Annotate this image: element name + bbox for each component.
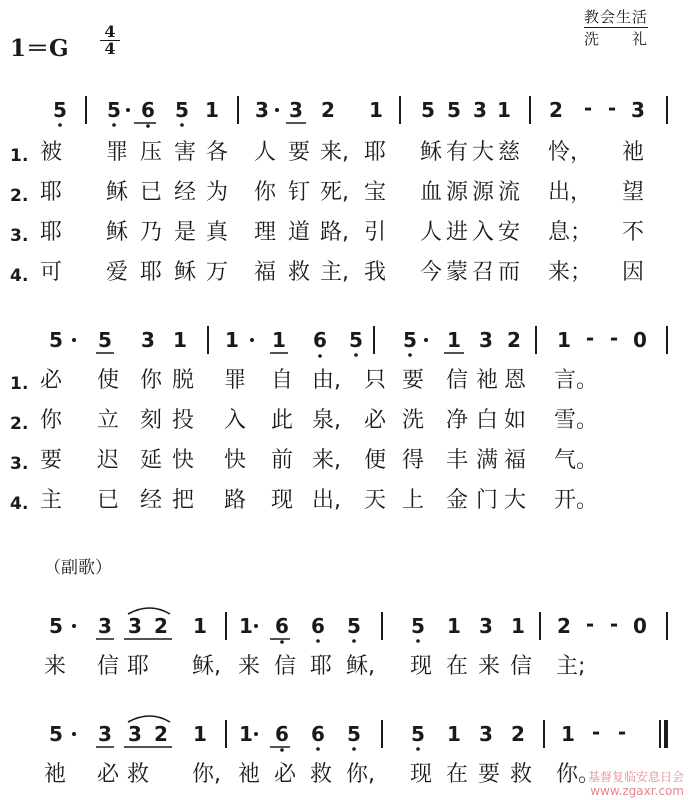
lyric-syllable: 大 [472, 140, 495, 165]
lyric-syllable: 天 [364, 488, 387, 513]
lyric-syllable: 进 [446, 220, 469, 245]
note: 6 [311, 614, 325, 638]
note: 0 [633, 614, 647, 638]
watermark-line-2: www.zgaxr.com [590, 784, 684, 798]
lyric-syllable: 现 [410, 654, 433, 679]
note: 5 [421, 98, 435, 122]
lyric-syllable: 死, [320, 180, 349, 205]
verse-1-row [0, 140, 690, 170]
lyric-syllable: 为 [206, 180, 229, 205]
note: 3 [128, 614, 142, 638]
lyric-syllable: 耶 [127, 654, 150, 679]
lyric-syllable: 由, [312, 368, 341, 393]
lyric-syllable: 必 [364, 408, 387, 433]
note: 5 [347, 614, 361, 638]
lyric-syllable: 稣 [420, 140, 443, 165]
lyric-syllable: 耶 [40, 220, 63, 245]
note: 1 [239, 722, 253, 746]
note: 3 [255, 98, 269, 122]
lyric-syllable: 现 [410, 762, 433, 787]
verse-number-dot: . [22, 454, 29, 474]
lyric-syllable: 救 [310, 762, 333, 787]
lyric-syllable: 快 [172, 448, 195, 473]
lyric-syllable: 只 [364, 368, 387, 393]
verse-number: 2 [10, 414, 22, 434]
lyric-syllable: 来, [312, 448, 341, 473]
time-denominator: 4 [100, 40, 120, 57]
lyric-syllable: 万 [206, 260, 229, 285]
dash: - [591, 720, 601, 744]
dash: - [609, 612, 619, 636]
dash: - [585, 612, 595, 636]
lyric-syllable: 耶 [364, 140, 387, 165]
lyric-syllable: 钉 [288, 180, 311, 205]
verse-number-dot: . [22, 186, 29, 206]
lyric-syllable: 有 [446, 140, 469, 165]
lyric-syllable: 救 [127, 762, 150, 787]
lyric-syllable: 满 [476, 448, 499, 473]
lyric-syllable: 在 [446, 654, 469, 679]
lyric-syllable: 得 [402, 448, 425, 473]
lyric-syllable: 你, [346, 762, 375, 787]
lyric-syllable: 把 [172, 488, 195, 513]
lyric-syllable: 引 [364, 220, 387, 245]
note: 3 [479, 614, 493, 638]
lyric-syllable: 来, [320, 140, 349, 165]
lyric-syllable: 蒙 [446, 260, 469, 285]
lyric-syllable: 出， [548, 180, 593, 205]
lyric-syllable: 刻 [140, 408, 163, 433]
note: 0 [633, 328, 647, 352]
lyric-syllable: 人 [420, 220, 443, 245]
lyric-syllable: 源 [446, 180, 469, 205]
note: 1 [272, 328, 286, 352]
time-signature [100, 24, 120, 57]
verse-number: 4 [10, 494, 22, 514]
note: 1 [369, 98, 383, 122]
note: 5 [403, 328, 417, 352]
lyric-syllable: 福 [504, 448, 527, 473]
lyric-syllable: 不 [622, 220, 645, 245]
lyric-syllable: 大 [504, 488, 527, 513]
lyric-syllable: 今 [420, 260, 443, 285]
lyric-syllable: 主 [40, 488, 63, 513]
note: 5 [49, 722, 63, 746]
verse-4-row [0, 488, 690, 518]
verse-number-dot: . [22, 266, 29, 286]
staff-system-2 [0, 322, 690, 362]
note: 1 [557, 328, 571, 352]
verse-number: 1 [10, 146, 22, 166]
note: 5 [49, 328, 63, 352]
lyric-syllable: 是 [174, 220, 197, 245]
lyric-syllable: 你 [254, 180, 277, 205]
lyric-syllable: 必 [97, 762, 120, 787]
lyric-syllable: 净 [446, 408, 469, 433]
chorus-lyrics-1 [0, 654, 690, 684]
note: 2 [321, 98, 335, 122]
lyric-syllable: 现 [271, 488, 294, 513]
note: 2 [511, 722, 525, 746]
dash: - [609, 326, 619, 350]
note: 1 [239, 614, 253, 638]
lyric-syllable: 入 [224, 408, 247, 433]
lyric-syllable: 快 [224, 448, 247, 473]
lyric-syllable: 使 [97, 368, 120, 393]
note: 1 [205, 98, 219, 122]
verse-3-row [0, 220, 690, 250]
lyric-syllable: 立 [97, 408, 120, 433]
lyric-syllable: 此 [271, 408, 294, 433]
lyric-syllable: 你 [140, 368, 163, 393]
lyric-syllable: 出, [312, 488, 341, 513]
lyric-syllable: 白 [476, 408, 499, 433]
lyric-syllable: 耶 [310, 654, 333, 679]
lyric-syllable: 前 [271, 448, 294, 473]
lyric-syllable: 气。 [554, 448, 599, 473]
lyric-syllable: 脱 [172, 368, 195, 393]
lyric-syllable: 理 [254, 220, 277, 245]
lyric-syllable: 来 [478, 654, 501, 679]
verse-number-dot: . [22, 374, 29, 394]
lyric-syllable: 可 [40, 260, 63, 285]
lyric-syllable: 望 [622, 180, 645, 205]
note: 5 [411, 722, 425, 746]
verse-number-dot: . [22, 494, 29, 514]
lyric-syllable: 要 [40, 448, 63, 473]
note: 3 [98, 614, 112, 638]
lyric-syllable: 我 [364, 260, 387, 285]
lyric-syllable: 开。 [554, 488, 599, 513]
lyric-syllable: 而 [498, 260, 521, 285]
lyric-syllable: 安 [498, 220, 521, 245]
lyric-syllable: 言。 [554, 368, 599, 393]
lyric-syllable: 爱 [106, 260, 129, 285]
verse-1-row [0, 368, 690, 398]
lyric-syllable: 救 [288, 260, 311, 285]
lyric-syllable: 如 [504, 408, 527, 433]
lyric-syllable: 被 [40, 140, 63, 165]
note: 3 [473, 98, 487, 122]
verse-2-row [0, 180, 690, 210]
note: 3 [289, 98, 303, 122]
note: 1 [173, 328, 187, 352]
note: 1 [447, 328, 461, 352]
lyric-syllable: 自 [271, 368, 294, 393]
lyric-syllable: 罪 [224, 368, 247, 393]
note: 2 [549, 98, 563, 122]
lyric-syllable: 来； [548, 260, 593, 285]
note: 2 [154, 614, 168, 638]
category-label: 教会生活 [584, 8, 649, 26]
note: 2 [507, 328, 521, 352]
lyric-syllable: 信 [97, 654, 120, 679]
note: 1 [447, 614, 461, 638]
lyric-syllable: 耶 [140, 260, 163, 285]
watermark-line-1: 基督复临安息日会 [587, 770, 684, 784]
lyric-syllable: 稣 [106, 220, 129, 245]
lyric-syllable: 主; [556, 654, 586, 679]
lyric-syllable: 稣, [192, 654, 221, 679]
note: 2 [154, 722, 168, 746]
lyric-syllable: 来 [44, 654, 67, 679]
lyric-syllable: 乃 [140, 220, 163, 245]
lyric-syllable: 门 [476, 488, 499, 513]
lyric-syllable: 信 [510, 654, 533, 679]
note: 3 [98, 722, 112, 746]
lyric-syllable: 因 [622, 260, 645, 285]
note: 5 [53, 98, 67, 122]
verse-3-row [0, 448, 690, 478]
lyric-syllable: 真 [206, 220, 229, 245]
watermark [588, 770, 684, 798]
lyric-syllable: 经 [174, 180, 197, 205]
lyric-syllable: 便 [364, 448, 387, 473]
note: 1 [497, 98, 511, 122]
song-title: 洗 礼 [584, 30, 649, 48]
note: 1 [447, 722, 461, 746]
note: 1 [225, 328, 239, 352]
lyric-syllable: 入 [472, 220, 495, 245]
dash: - [583, 96, 593, 120]
note: 5 [175, 98, 189, 122]
verse-number: 1 [10, 374, 22, 394]
lyric-syllable: 害 [174, 140, 197, 165]
chorus-label: （副歌） [44, 558, 112, 578]
lyric-syllable: 源 [472, 180, 495, 205]
lyric-syllable: 主, [320, 260, 349, 285]
lyric-syllable: 罪 [106, 140, 129, 165]
lyric-syllable: 你。 [556, 762, 601, 787]
verse-number: 3 [10, 226, 22, 246]
verse-number-dot: . [22, 226, 29, 246]
note: 5 [98, 328, 112, 352]
lyric-syllable: 各 [206, 140, 229, 165]
lyric-syllable: 耶 [40, 180, 63, 205]
lyric-syllable: 路 [224, 488, 247, 513]
lyric-syllable: 福 [254, 260, 277, 285]
lyric-syllable: 金 [446, 488, 469, 513]
lyric-syllable: 你, [192, 762, 221, 787]
lyric-syllable: 召 [472, 260, 495, 285]
lyric-syllable: 经 [140, 488, 163, 513]
lyric-syllable: 要 [402, 368, 425, 393]
dash: - [585, 326, 595, 350]
lyric-syllable: 你 [40, 408, 63, 433]
lyric-syllable: 信 [274, 654, 297, 679]
lyric-syllable: 洗 [402, 408, 425, 433]
note: 1 [511, 614, 525, 638]
time-numerator: 4 [104, 22, 116, 41]
dash: - [607, 96, 617, 120]
lyric-syllable: 必 [274, 762, 297, 787]
note: 6 [311, 722, 325, 746]
verse-number: 2 [10, 186, 22, 206]
lyric-syllable: 宝 [364, 180, 387, 205]
lyric-syllable: 祂 [476, 368, 499, 393]
note: 5 [411, 614, 425, 638]
note: 5 [49, 614, 63, 638]
lyric-syllable: 稣, [346, 654, 375, 679]
note: 1 [193, 614, 207, 638]
lyric-syllable: 已 [97, 488, 120, 513]
verse-number-dot: . [22, 146, 29, 166]
lyric-syllable: 慈 [498, 140, 521, 165]
lyric-syllable: 人 [254, 140, 277, 165]
note: 5 [447, 98, 461, 122]
lyric-syllable: 信 [446, 368, 469, 393]
lyric-syllable: 泉, [312, 408, 341, 433]
staff-system-1 [0, 92, 690, 132]
lyric-syllable: 稣 [106, 180, 129, 205]
lyric-syllable: 血 [420, 180, 443, 205]
lyric-syllable: 来 [238, 654, 261, 679]
note: 2 [557, 614, 571, 638]
lyric-syllable: 要 [288, 140, 311, 165]
note: 5 [349, 328, 363, 352]
note: 1 [561, 722, 575, 746]
lyric-syllable: 祂 [44, 762, 67, 787]
staff-system-3 [0, 608, 690, 648]
lyric-syllable: 压 [140, 140, 163, 165]
verse-number-dot: . [22, 414, 29, 434]
verse-2-row [0, 408, 690, 438]
lyric-syllable: 在 [446, 762, 469, 787]
chorus-lyrics-2 [0, 762, 690, 792]
lyric-syllable: 祂 [622, 140, 645, 165]
staff-system-4 [0, 716, 690, 756]
note: 6 [141, 98, 155, 122]
note: 1 [193, 722, 207, 746]
lyric-syllable: 道 [288, 220, 311, 245]
lyric-syllable: 路, [320, 220, 349, 245]
lyric-syllable: 怜， [548, 140, 593, 165]
note: 3 [479, 328, 493, 352]
lyric-syllable: 必 [40, 368, 63, 393]
lyric-syllable: 救 [510, 762, 533, 787]
note: 6 [275, 614, 289, 638]
note: 5 [107, 98, 121, 122]
note: 6 [275, 722, 289, 746]
note: 3 [479, 722, 493, 746]
key-signature: 1＝G [10, 35, 69, 62]
lyric-syllable: 恩 [504, 368, 527, 393]
verse-4-row [0, 260, 690, 290]
lyric-syllable: 稣 [174, 260, 197, 285]
lyric-syllable: 丰 [446, 448, 469, 473]
note: 6 [313, 328, 327, 352]
lyric-syllable: 投 [172, 408, 195, 433]
note: 3 [631, 98, 645, 122]
verse-number: 4 [10, 266, 22, 286]
lyric-syllable: 迟 [97, 448, 120, 473]
lyric-syllable: 祂 [238, 762, 261, 787]
lyric-syllable: 雪。 [554, 408, 599, 433]
lyric-syllable: 流 [498, 180, 521, 205]
note: 3 [128, 722, 142, 746]
lyric-syllable: 已 [140, 180, 163, 205]
verse-number: 3 [10, 454, 22, 474]
lyric-syllable: 要 [478, 762, 501, 787]
lyric-syllable: 上 [402, 488, 425, 513]
dash: - [617, 720, 627, 744]
lyric-syllable: 延 [140, 448, 163, 473]
note: 5 [347, 722, 361, 746]
note: 3 [141, 328, 155, 352]
lyric-syllable: 息； [548, 220, 593, 245]
